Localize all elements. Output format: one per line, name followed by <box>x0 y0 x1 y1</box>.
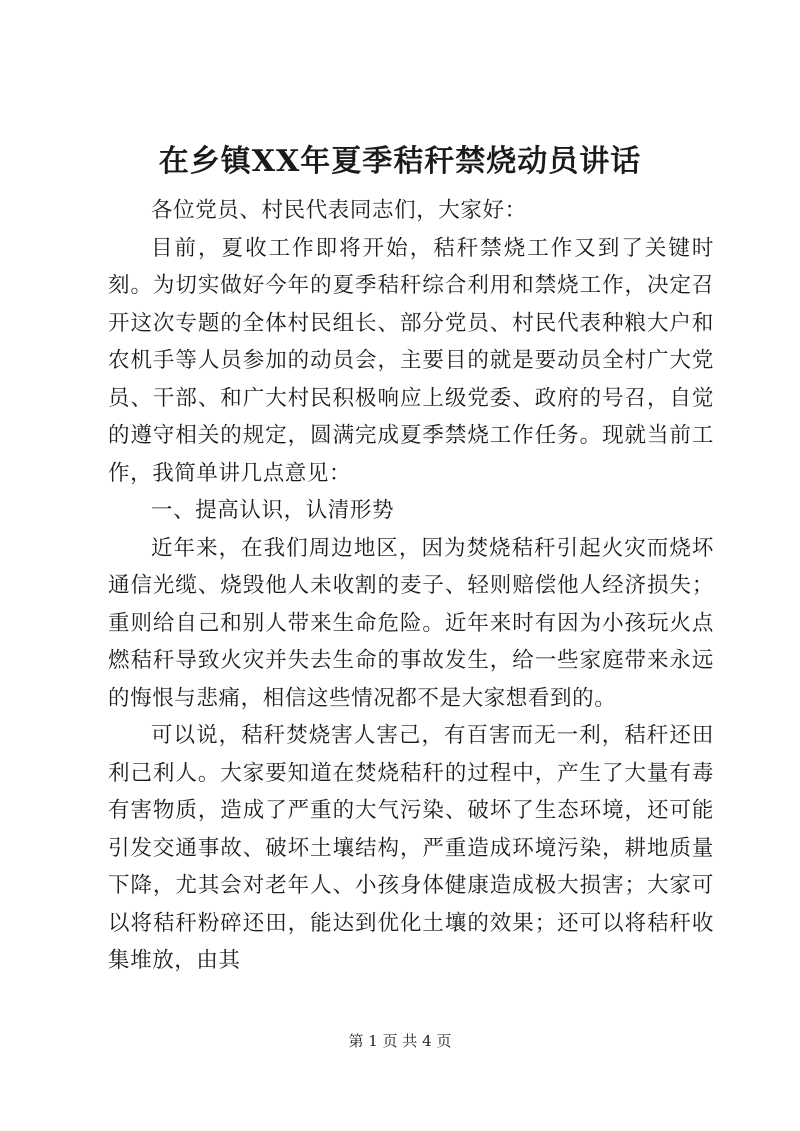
document-title: 在乡镇XX年夏季秸秆禁烧动员讲话 <box>158 144 642 179</box>
body-paragraph: 可以说，秸秆焚烧害人害己，有百害而无一利，秸秆还田利己利人。大家要知道在焚烧秸秆的过程中，产生了大量有毒有害物质，造成了严重的大气污染、破坏了生态环境，还可能引发交通事故、破坏土壤结构，严重造成环境污染，耕地质量下降，尤其会对老年人、小孩身体健康造成极大损害；大家可以将秸秆粉碎还田，能达到优化土壤的效果；还可以将秸秆收集堆放，由其 <box>108 723 714 973</box>
section-heading: 一、提高认识，认清形势 <box>151 498 395 523</box>
document-body <box>108 192 714 980</box>
body-paragraph: 近年来，在我们周边地区，因为焚烧秸秆引起火灾而烧坏通信光缆、烧毁他人未收割的麦子、轻则赔偿他人经济损失；重则给自己和别人带来生命危险。近年来时有因为小孩玩火点燃秸秆导致火灾并失去生命的事故发生，给一些家庭带来永远的悔恨与悲痛，相信这些情况都不是大家想看到的。 <box>108 535 714 711</box>
page-number: 第 1 页 共 4 页 <box>348 1032 452 1050</box>
intro-paragraph: 目前，夏收工作即将开始，秸秆禁烧工作又到了关键时刻。为切实做好今年的夏季秸秆综合利用和禁烧工作，决定召开这次专题的全体村民组长、部分党员、村民代表种粮大户和农机手等人员参加的动员会，主要目的就是要动员全村广大党员、干部、和广大村民积极响应上级党委、政府的号召，自觉的遵守相关的规定，圆满完成夏季禁烧工作任务。现就当前工作，我简单讲几点意见： <box>108 235 714 486</box>
greeting-paragraph: 各位党员、村民代表同志们，大家好： <box>151 198 527 223</box>
